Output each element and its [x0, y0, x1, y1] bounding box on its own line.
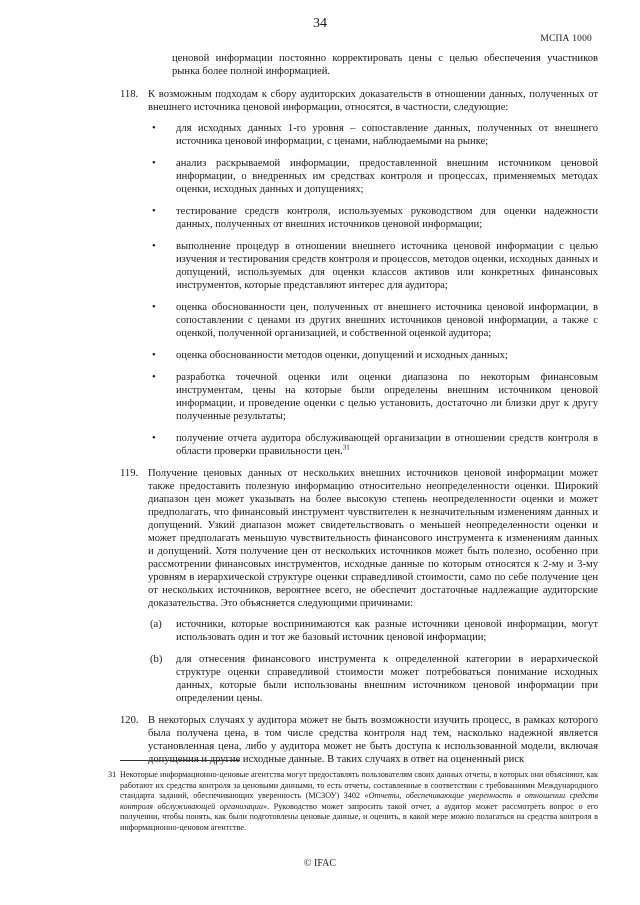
paragraph-intro: К возможным подходам к сбору аудиторских доказательств в отношении данных, полученных от внешнего источника ценовой информации, относятся, в частности, следующие: — [148, 89, 598, 113]
bullet-icon: • — [152, 158, 156, 169]
footnote-number: 31 — [108, 770, 117, 779]
paragraph-number: 120. — [120, 715, 139, 726]
paragraph-number: 118. — [120, 89, 139, 100]
bullet-list — [148, 122, 598, 458]
bullet-icon: • — [152, 433, 156, 444]
standard-code: МСПА 1000 — [540, 34, 592, 44]
bullet-text: оценка обоснованности цен, полученных от внешнего источника ценовой информации, в сопоставлении с ценами из других внешних источников ценовой информации, а также с оценкой, полученной организацией, и собственной оценкой аудитора; — [176, 302, 598, 339]
item-text: источники, которые воспринимаются как разные источники ценовой информации, могут использовать один и тот же базовый источник ценовой информации; — [176, 619, 598, 643]
page-number: 34 — [313, 16, 327, 31]
paragraph-text: Получение ценовых данных от нескольких внешних источников ценовой информации может также предоставить полезную информацию относительно неопределенности оценки. Широкий диапазон цен может указывать на более высокую степень неопределенности оценки и может предполагать, что финансовый инструмент чувствителен к незначительным изменениям данных и допущений. Узкий диапазон может свидетельствовать о меньшей неопределенности оценки и может предполагать меньшую чувствительность финансового инструмента к изменениям данных и допущений. Хотя получение цен от нескольких источников может быть полезно, особенно при рассмотрении финансовых инструментов, исходные данные по которым относятся к 2-му и 3-му уровням в иерархической структуре оценки справедливой стоимости, само по себе получение цен от нескольких источников, вероятнее всего, не обеспечит достаточные надлежащие аудиторские доказательства. Это объясняется следующими причинами: — [148, 468, 598, 609]
bullet-text: разработка точечной оценки или оценки диапазона по некоторым финансовым инструментам, цены на которые были определены внешним источником ценовой информации, и проведение оценки с целью установить, достаточно ли близки друг к другу полученные результаты; — [176, 372, 598, 422]
paragraph-120 — [120, 714, 598, 766]
bullet-text: оценка обоснованности методов оценки, допущений и исходных данных; — [176, 350, 508, 361]
bullet-icon: • — [152, 123, 156, 134]
bullet-item — [148, 205, 598, 231]
paragraph-number: 119. — [120, 468, 139, 479]
lettered-list — [148, 618, 598, 705]
bullet-item — [148, 371, 598, 423]
footnote-text-end: ». Руководство может запросить такой отчет, а аудитор может рассмотреть вопрос о его получении, чтобы понять, как были подготовлены ценовые данные, и оценить, в какой мере можно полагаться на средства контроля в информационно-ценовом агентстве. — [120, 801, 599, 832]
bullet-item — [148, 157, 598, 196]
bullet-item — [148, 122, 598, 148]
bullet-item — [148, 432, 598, 458]
footnote-title: Отчеты, обеспечивающие уверенность в отношении средств контроля обслуживающей организации — [120, 791, 598, 811]
bullet-icon: • — [152, 206, 156, 217]
paragraph-119 — [120, 467, 598, 705]
item-label: (b) — [150, 654, 163, 665]
footnote-text: Некоторые информационно-ценовые агентства могут предоставлять пользователям своих данных отчеты, в которых они объясняют, как работают их средства контроля за ценовыми данными, то есть отчеты, составленные в соответствии с требованиями Международного стандарта заданий, обеспечивающих уверенность (МСЗОУ) 3402 « — [120, 770, 598, 800]
bullet-item — [148, 301, 598, 340]
lettered-item — [148, 653, 598, 705]
bullet-text: получение отчета аудитора обслуживающей организации в отношении средств контроля в области проверки правильности цен. — [176, 433, 598, 457]
bullet-icon: • — [152, 350, 156, 361]
footnote-reference: 31 — [342, 443, 350, 452]
bullet-text: тестирование средств контроля, используемых руководством для оценки надежности данных, полученных от внешних источников ценовой информации; — [176, 206, 598, 230]
item-text: для отнесения финансового инструмента к определенной категории в иерархической структуре оценки справедливой стоимости может потребоваться понимание исходных данных, которые были использованы внешним источником ценовой информации при определении цены. — [176, 654, 598, 704]
bullet-item — [148, 240, 598, 292]
copyright-footer: © IFAC — [303, 858, 337, 869]
paragraph-text: В некоторых случаях у аудитора может не быть возможности изучить процесс, в рамках которого была получена цена, в том числе средства контроля над тем, насколько надежной является установленная цена, либо у аудитора может не быть доступа к использованной модели, включая допущения и другие исходные данные. В таких случаях в ответ на оцененный риск — [148, 715, 598, 765]
lettered-item — [148, 618, 598, 644]
bullet-icon: • — [152, 241, 156, 252]
footnote — [108, 770, 599, 833]
paragraph-118 — [120, 88, 598, 458]
bullet-icon: • — [152, 302, 156, 313]
document-body — [120, 52, 598, 774]
bullet-text: анализ раскрываемой информации, предоставленной внешним источником ценовой информации, о внедренных им средствах контроля и процессах, применяемых методах оценки, исходных данных и допущениях; — [176, 158, 598, 195]
bullet-text: для исходных данных 1-го уровня – сопоставление данных, полученных от внешнего источника ценовой информации, с ценами, наблюдаемыми на рынке; — [176, 123, 598, 147]
item-label: (a) — [150, 619, 162, 630]
bullet-item — [148, 349, 598, 362]
bullet-icon: • — [152, 372, 156, 383]
bullet-text: выполнение процедур в отношении внешнего источника ценовой информации с целью изучения и тестирования средств контроля и процессов, методов оценки, исходных данных и допущений, используемых для оценки классов активов или конкретных финансовых инструментов, которые представляют интерес для аудитора; — [176, 241, 598, 291]
continued-paragraph: ценовой информации постоянно корректировать цены с целью обеспечения участников рынка более полной информацией. — [172, 53, 598, 77]
footnote-divider — [120, 760, 240, 761]
